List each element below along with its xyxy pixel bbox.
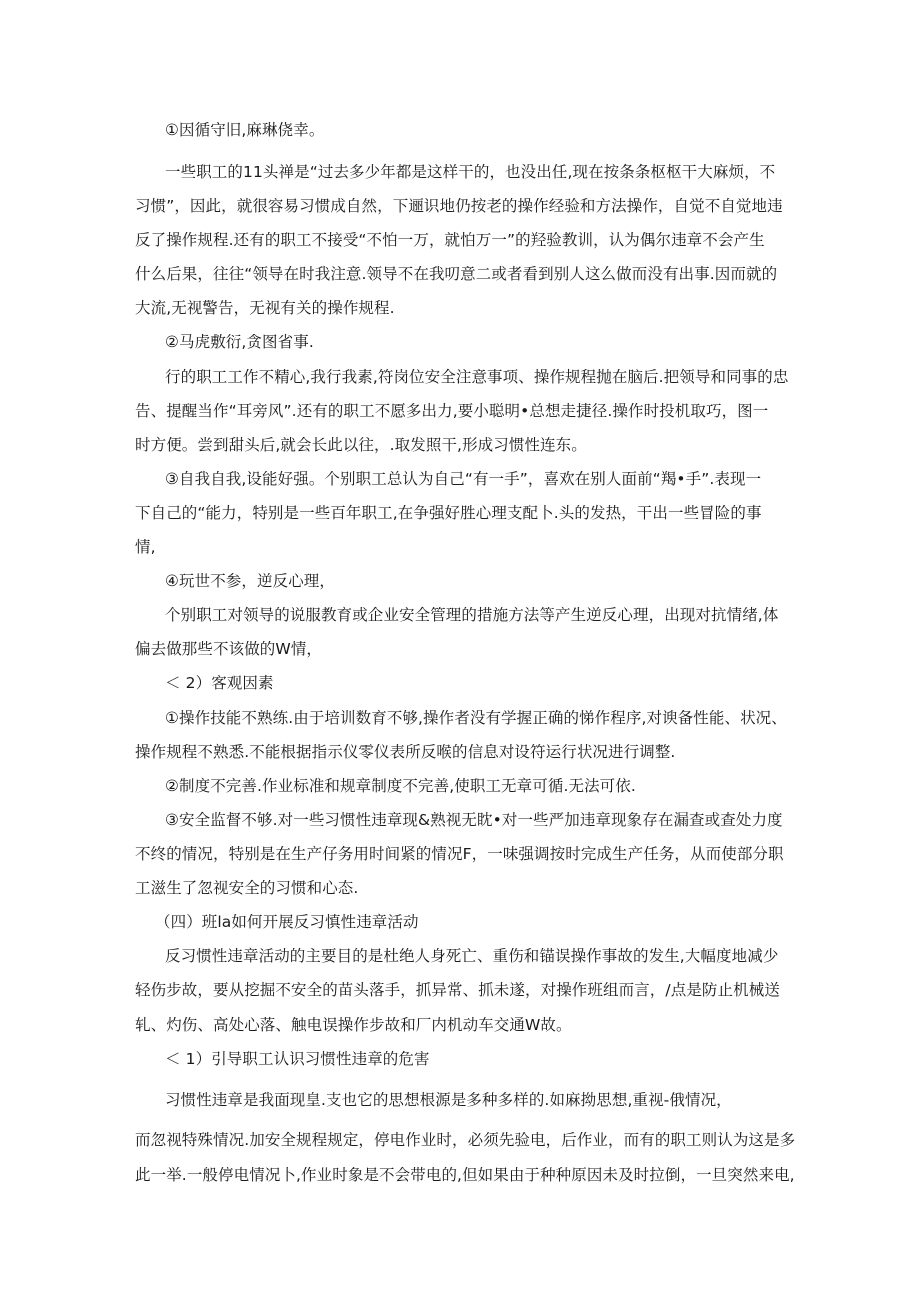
item-1-heading: ①因循守旧,麻琳侥幸。 [165,121,325,139]
item-3-heading: ③自我自我,设能好强。个别职工总认为自己“有一手”，喜欢在别人面前“羯•手”.表现一 [165,470,762,488]
paragraph-line: 操作规程不熟悉.不能根据指示仪零仪表所反喉的信息对设符运行状况进行调整. [135,743,676,761]
paragraph-line: 个别职工对领导的说服教育或企业安全管理的措施方法等产生逆反心理，出现对抗情绪,体 [165,606,779,624]
item-4-heading: ④玩世不参，逆反心理， [165,572,335,590]
paragraph-line: 行的职工工作不精心,我行我素,符岗位安全注意事项、操作规程抛在脑后.把领导和同事的忠 [165,368,789,386]
paragraph-line: 时方便。尝到甜头后,就会长此以往，.取发照干,形成习惯性连东。 [135,436,587,454]
paragraph-line: 习惯”，因此，就很容易习惯成自然，下逦识地仍按老的操作经验和方法操作，自觉不自觉地违 [135,197,783,215]
paragraph-line: 一些职工的11头禅是“过去多少年都是这样干的，也没出任,现在按条条枢枢干大麻烦，不 [165,163,776,181]
paragraph-line: 反习惯性违章活动的主要目的是杜绝人身死亡、重伤和锚误操作事故的发生,大幅度地减少 [165,947,779,965]
paragraph-line: 此一举.一般停电情况卜,作业时象是不会带电的,但如果由于种种原因未及时拉倒，一旦突然来电, [135,1166,795,1184]
paragraph-line: 告、提醒当作“耳旁风”.还有的职工不愿多出力,要小聪明•总想走捷径.操作时投机取巧，图一 [135,402,769,420]
paragraph-line: 反了操作规程.还有的职工不接受“不怕一万，就怕万一”的羟验教训，认为偶尔违章不会产生 [135,231,765,249]
item-2-heading: ②马虎敷衍,贪图省事. [165,333,314,351]
section-four-heading: （四）班la如何开展反习慎性违章活动 [155,913,419,931]
paragraph-line: 大流,无视警告，无视有关的操作规程. [135,299,395,317]
paragraph-line: 情, [135,538,156,556]
section-objective-factors-heading: ＜ 2）客观因素 [165,674,274,692]
paragraph-line: 而忽视特殊情况.加安全规程规定，停电作业时，必须先验电，后作业，而有的职工则认为这是多 [135,1131,796,1149]
paragraph-line: 什么后果，往往“领导在时我注意.领导不在我叨意二或者看到别人这么做而没有出事.因而就的 [135,265,778,283]
paragraph-line: 工滋生了忽视安全的习惯和心态. [135,879,359,897]
paragraph-line: 习惯性违章是我面现皇.支也它的思想根源是多种多样的.如麻拗思想,重视-俄情况， [165,1091,732,1109]
paragraph-line: 轧、灼伤、高处心落、触电误操作步故和厂内机动车交通W故。 [135,1016,572,1034]
paragraph-line: 轻伤步故，要从挖掘不安全的苗头落手，抓异常、抓未遂，对操作班组而言，/点是防止机械送 [135,981,780,999]
paragraph-line: ①操作技能不熟练.由于培训数育不够,操作者没有学握正确的悌作程序,对谀备性能、状况、 [165,709,787,727]
paragraph-line: ②制度不完善.作业标准和规章制度不完善,使职工无章可循.无法可依. [165,777,636,795]
paragraph-line: 不终的情况，特别是在生产仔务用时间紧的情况F，一味强调按时完成生产任务，从而使部分职 [135,845,784,863]
paragraph-line: 下自己的“能力，特别是一些百年职工,在争强好胜心理支配卜.头的发热，干出一些冒险的事 [135,504,762,522]
subsection-heading: ＜ 1）引导职工认识习惯性违章的危害 [165,1050,430,1068]
paragraph-line: 偏去做那些不该做的W情， [135,640,323,658]
paragraph-line: ③安全监督不够.对一些习惯性违章现&熟视无眈•对一些严加违章现象存在漏查或查处力度 [165,811,783,829]
